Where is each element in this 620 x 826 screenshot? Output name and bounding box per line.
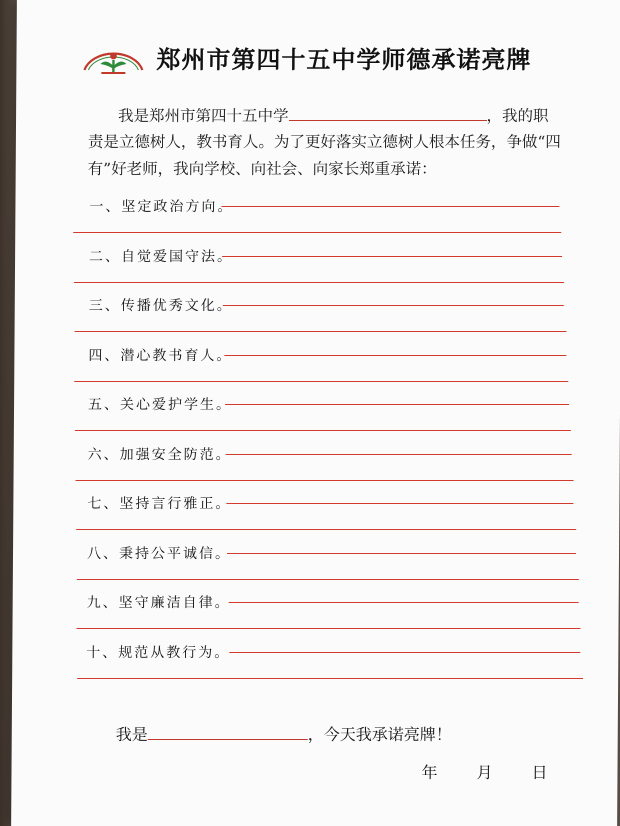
item-10-fill-line[interactable] — [229, 652, 581, 653]
item-8-extra-line[interactable] — [76, 579, 578, 580]
item-6-extra-line[interactable] — [76, 480, 574, 481]
item-4-fill-line[interactable] — [224, 355, 567, 356]
item-6-fill-line[interactable] — [226, 454, 572, 455]
pledge-sheet — [11, 0, 620, 826]
page-title: 郑州市第四十五中学师德承诺亮牌 — [156, 45, 532, 74]
intro-text-duty: ，我的职 — [486, 107, 549, 125]
intro-text-school: 我是郑州市第四十五中学 — [118, 107, 289, 125]
item-10-extra-line[interactable] — [77, 678, 583, 679]
intro-line-1 — [88, 104, 549, 126]
item-9-extra-line[interactable] — [77, 628, 581, 629]
item-2-fill-line[interactable] — [222, 256, 562, 257]
teacher-name-blank[interactable] — [289, 120, 487, 121]
item-1-fill-line[interactable] — [221, 206, 559, 207]
date-month: 月 — [476, 763, 493, 782]
item-8-fill-line[interactable] — [227, 553, 576, 554]
intro-line-2: 责是立德树人，教书育人。为了更好落实立德树人根本任务，争做“四 — [87, 133, 561, 151]
pledge-item-3: 三、传播优秀文化。 — [88, 298, 233, 314]
pledge-item-2: 二、自觉爱国守法。 — [89, 248, 234, 265]
pledge-item-8: 八、秉持公平诚信。 — [86, 545, 232, 562]
signature-blank[interactable] — [148, 739, 308, 740]
date-year: 年 — [421, 763, 438, 782]
pledge-item-5: 五、关心爱护学生。 — [88, 397, 233, 413]
pledge-item-10: 十、规范从教行为。 — [86, 644, 231, 661]
item-4-extra-line[interactable] — [75, 381, 569, 382]
pledge-item-7: 七、坚持言行雅正。 — [87, 496, 232, 512]
pledge-text-i-am: 我是 — [115, 725, 148, 744]
item-2-extra-line[interactable] — [74, 282, 564, 283]
pledge-item-9: 九、坚守廉洁自律。 — [86, 595, 231, 611]
pledge-item-4: 四、潜心教书育人。 — [88, 347, 233, 364]
pledge-item-6: 六、加强安全防范。 — [87, 446, 232, 463]
item-3-fill-line[interactable] — [223, 305, 564, 306]
item-5-extra-line[interactable] — [75, 430, 571, 431]
item-7-fill-line[interactable] — [227, 503, 574, 504]
intro-line-3: 有”好老师，我向学校、向社会、向家长郑重承诺： — [87, 160, 437, 178]
item-7-extra-line[interactable] — [76, 529, 576, 530]
item-5-fill-line[interactable] — [225, 404, 569, 405]
item-3-extra-line[interactable] — [74, 331, 566, 332]
item-1-extra-line[interactable] — [73, 232, 561, 233]
pledge-item-1: 一、坚定政治方向。 — [89, 199, 234, 215]
pledge-signature-line — [116, 722, 452, 745]
school-logo-icon — [78, 40, 148, 80]
date-day: 日 — [531, 763, 548, 782]
pledge-text-promise: ，今天我承诺亮牌！ — [307, 725, 452, 744]
item-9-fill-line[interactable] — [228, 602, 578, 603]
